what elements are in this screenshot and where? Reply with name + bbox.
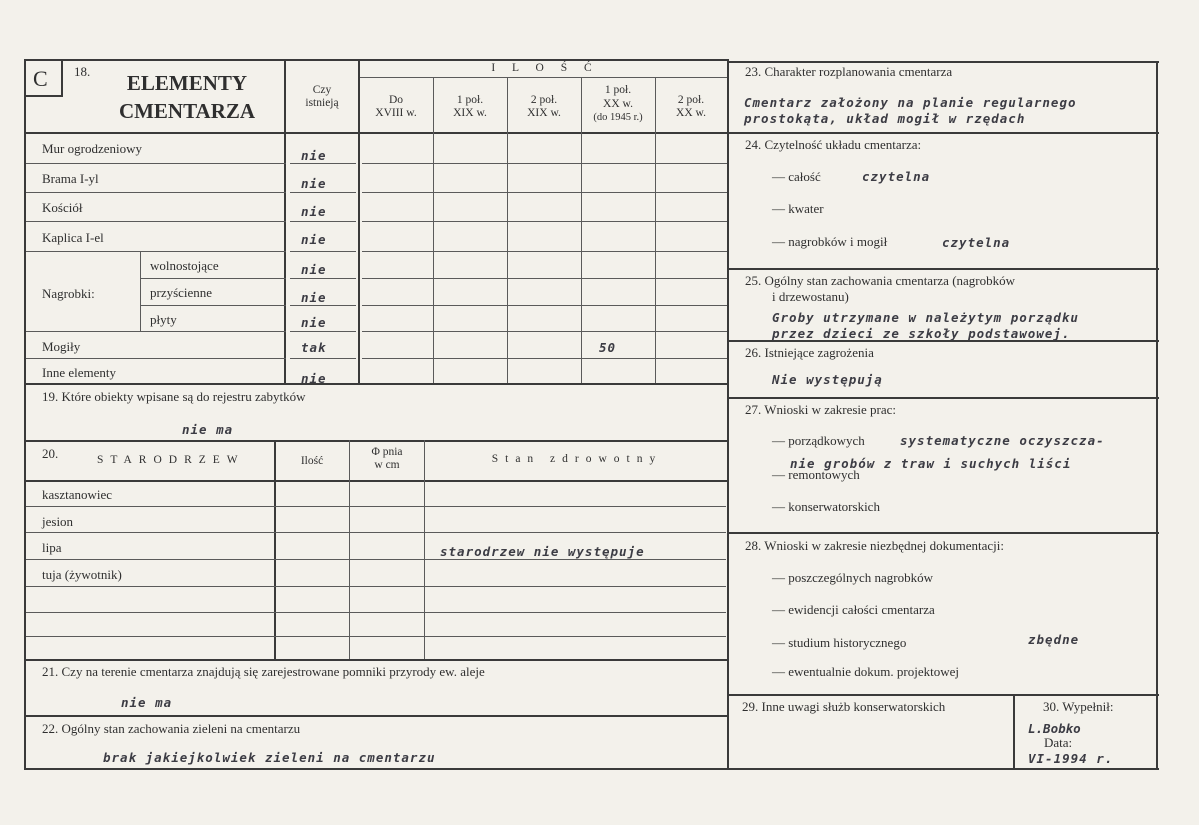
q30-label: 30. Wypełnił: <box>1043 699 1114 714</box>
q24-item: — nagrobków i mogił <box>772 234 888 249</box>
mogily-count: 50 <box>599 340 617 355</box>
q20-col-pnia-2: w cm <box>374 459 400 471</box>
section-letter: C <box>33 66 48 91</box>
q27-item: — konserwatorskich <box>772 499 880 514</box>
element-label: płyty <box>150 312 177 327</box>
q21-answer: nie ma <box>121 695 173 710</box>
q20-col-pnia-1: Φ pnia <box>371 446 403 458</box>
period-1-l2: XIX w. <box>453 107 487 119</box>
q30-date: VI-1994 r. <box>1028 751 1114 766</box>
element-value: nie <box>301 232 327 247</box>
q30-name: L.Bobko <box>1028 721 1081 736</box>
q20-number: 20. <box>42 446 59 461</box>
nagrobki-label: Nagrobki: <box>42 286 95 301</box>
q25-label-line2: i drzewostanu) <box>772 289 849 304</box>
q27-label: 27. Wnioski w zakresie prac: <box>745 402 897 417</box>
czy-header-line2: istnieją <box>305 97 339 109</box>
q25-label-line1: 25. Ogólny stan zachowania cmentarza (nagrobków <box>745 273 1016 288</box>
q19-label: 19. Które obiekty wpisane są do rejestru zabytków <box>42 389 306 404</box>
q26-label: 26. Istniejące zagrożenia <box>745 345 874 360</box>
period-1-l1: 1 poł. <box>456 94 484 106</box>
q24-value: czytelna <box>862 169 931 184</box>
q20-header: STARODRZEW <box>97 454 245 466</box>
q23-label: 23. Charakter rozplanowania cmentarza <box>745 64 953 79</box>
section-title-line2: CMENTARZA <box>118 99 256 123</box>
frame-top-left <box>24 59 729 61</box>
q19-answer: nie ma <box>182 422 234 437</box>
period-0-l1: Do <box>388 94 404 106</box>
q27-item: — remontowych <box>772 467 860 482</box>
section-number-18: 18. <box>74 64 91 79</box>
element-label: przyścienne <box>150 285 213 300</box>
element-value: nie <box>301 262 327 277</box>
section-title-line1: ELEMENTY <box>126 71 248 95</box>
q28-label: 28. Wnioski w zakresie niezbędnej dokumentacji: <box>745 538 1004 553</box>
element-label: wolnostojące <box>150 258 219 273</box>
element-label: Kaplica I-el <box>42 230 104 245</box>
q24-value: czytelna <box>942 235 1011 250</box>
tree-label: tuja (żywotnik) <box>42 567 122 582</box>
element-value: nie <box>301 371 327 386</box>
q20-col-stan: Stan zdrowotny <box>491 453 663 465</box>
q27-item: — porządkowych <box>772 433 865 448</box>
period-2-l1: 2 poł. <box>530 94 558 106</box>
q24-label: 24. Czytelność układu cmentarza: <box>745 137 922 152</box>
q22-answer: brak jakiejkolwiek zieleni na cmentarzu <box>103 750 436 765</box>
q30-date-label: Data: <box>1044 735 1073 750</box>
q24-item: — całość <box>772 169 821 184</box>
q27-value: nie grobów z traw i suchych liści <box>790 456 1072 471</box>
frame-divider-middle <box>727 59 729 770</box>
element-value: nie <box>301 204 327 219</box>
tree-label: kasztanowiec <box>42 487 113 502</box>
period-4-l2: XX w. <box>676 107 706 119</box>
tree-label: jesion <box>42 514 74 529</box>
element-value: nie <box>301 176 327 191</box>
period-4-l1: 2 poł. <box>677 94 705 106</box>
ilosc-header: I L O Ś Ć <box>491 62 599 74</box>
q27-value: systematyczne oczyszcza- <box>900 433 1105 448</box>
element-value: nie <box>301 315 327 330</box>
frame-bottom-left <box>24 768 729 770</box>
q22-label: 22. Ogólny stan zachowania zieleni na cmentarzu <box>42 721 301 736</box>
element-value: nie <box>301 148 327 163</box>
czy-header-line1: Czy <box>312 84 332 96</box>
element-label: Kościół <box>42 200 83 215</box>
q24-item: — kwater <box>772 201 824 216</box>
frame-right <box>1156 61 1158 770</box>
frame-top-right <box>727 61 1159 63</box>
frame-bottom-right <box>727 768 1159 770</box>
q28-item: — ewidencji całości cmentarza <box>772 602 935 617</box>
period-2-l2: XIX w. <box>527 107 561 119</box>
period-0-l2: XVIII w. <box>375 107 417 119</box>
q23-answer-line2: prostokąta, układ mogił w rzędach <box>744 111 1026 126</box>
q25-answer-line1: Groby utrzymane w należytym porządku <box>772 310 1079 325</box>
period-3-l1: 1 poł. <box>604 84 632 96</box>
q28-item: — studium historycznego <box>772 635 907 650</box>
q26-answer: Nie występują <box>772 372 883 387</box>
q28-answer: zbędne <box>1028 632 1080 647</box>
q20-col-ilosc: Ilość <box>300 455 324 467</box>
element-label: Inne elementy <box>42 365 116 380</box>
element-label: Mur ogrodzeniowy <box>42 141 143 156</box>
period-3-l3: (do 1945 r.) <box>593 112 643 123</box>
q29-label: 29. Inne uwagi służb konserwatorskich <box>742 699 946 714</box>
element-label: Brama I-yl <box>42 171 99 186</box>
q23-answer-line1: Cmentarz założony na planie regularnego <box>744 95 1077 110</box>
frame-left <box>24 59 26 770</box>
q28-item: — poszczególnych nagrobków <box>772 570 934 585</box>
element-value: nie <box>301 290 327 305</box>
element-label: Mogiły <box>42 339 81 354</box>
q28-item: — ewentualnie dokum. projektowej <box>772 664 960 679</box>
q21-label: 21. Czy na terenie cmentarza znajdują się zarejestrowane pomniki przyrody ew. aleje <box>42 664 485 679</box>
period-3-l2: XX w. <box>603 98 633 110</box>
element-value: tak <box>301 340 327 355</box>
tree-label: lipa <box>42 540 62 555</box>
q20-answer: starodrzew nie występuje <box>440 544 645 559</box>
q25-answer-line2: przez dzieci ze szkoły podstawowej. <box>772 326 1071 341</box>
